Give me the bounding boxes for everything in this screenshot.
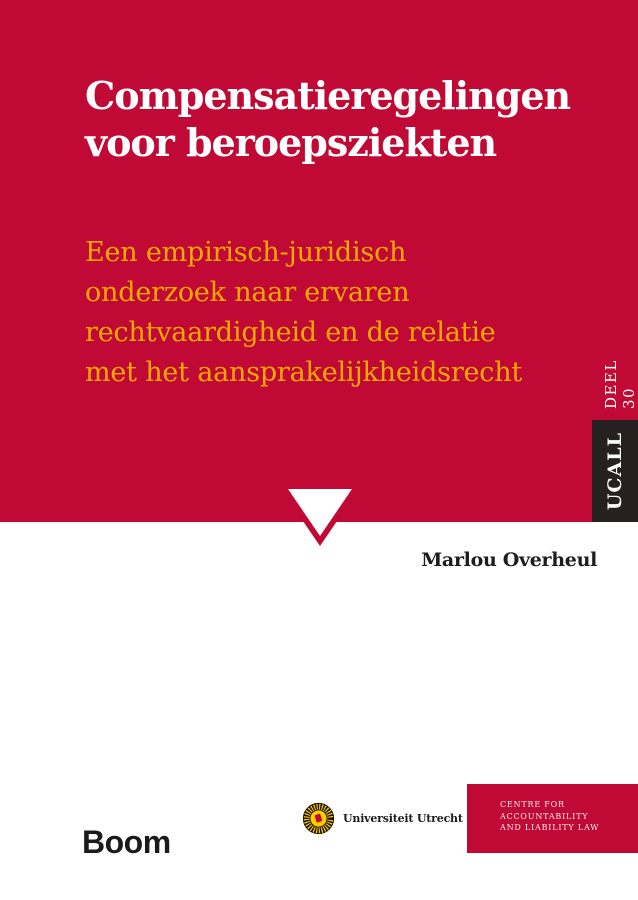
centre-line-2: ACCOUNTABILITY <box>500 811 589 821</box>
author-name: Marlou Overheul <box>421 549 597 571</box>
book-subtitle-line-2: onderzoek naar ervaren <box>85 277 410 308</box>
series-name-label: UCALL <box>604 431 626 511</box>
book-title <box>85 72 570 166</box>
centre-line-1: CENTRE FOR <box>500 800 565 809</box>
university-name: Universiteit Utrecht <box>343 812 463 825</box>
book-title-line-1: Compensatieregelingen <box>85 73 571 118</box>
book-subtitle-line-4: met het aansprakelijkheidsrecht <box>85 357 523 388</box>
book-subtitle <box>85 233 522 393</box>
university-logo <box>302 802 463 835</box>
book-subtitle-line-1: Een empirisch-juridisch <box>85 237 407 268</box>
down-triangle-icon <box>275 485 365 550</box>
universiteit-utrecht-sun-icon <box>302 802 335 835</box>
centre-line-3: AND LIABILITY LAW <box>500 823 600 832</box>
centre-box <box>467 784 638 853</box>
series-number-label: DEEL 30 <box>602 359 638 409</box>
publisher-logo: Boom <box>82 824 171 860</box>
series-name-box <box>592 420 638 522</box>
book-title-line-2: voor beroepsziekten <box>85 120 497 165</box>
book-subtitle-line-3: rechtvaardigheid en de relatie <box>85 317 496 348</box>
